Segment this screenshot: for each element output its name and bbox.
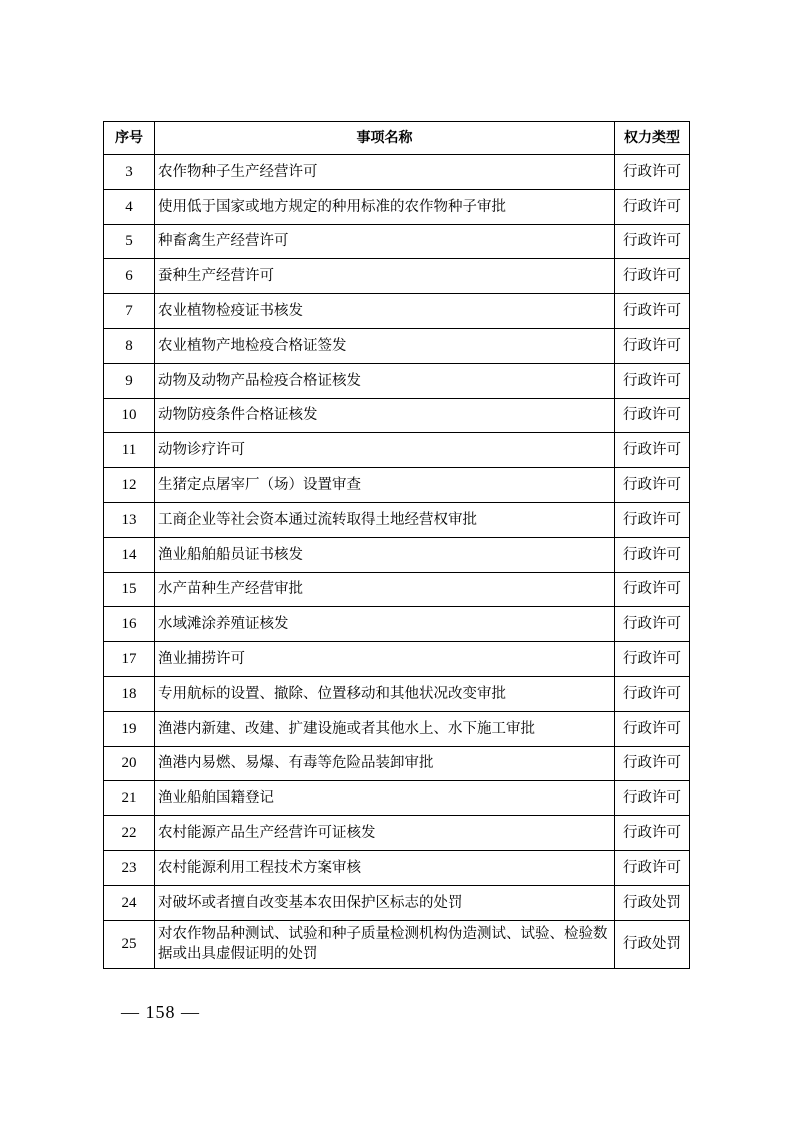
row-power-type: 行政许可 — [615, 398, 690, 433]
table-row — [104, 642, 690, 677]
row-serial-number: 17 — [104, 642, 155, 677]
table-row — [104, 189, 690, 224]
row-item-name: 农村能源利用工程技术方案审核 — [155, 850, 615, 885]
row-item-name: 农业植物产地检疫合格证签发 — [155, 328, 615, 363]
row-power-type: 行政许可 — [615, 259, 690, 294]
row-item-name: 对农作物品种测试、试验和种子质量检测机构伪造测试、试验、检验数据或出具虚假证明的处罚 — [155, 920, 615, 968]
row-serial-number: 16 — [104, 607, 155, 642]
table-row — [104, 746, 690, 781]
row-serial-number: 12 — [104, 468, 155, 503]
row-item-name: 渔港内易燃、易爆、有毒等危险品装卸审批 — [155, 746, 615, 781]
row-item-name: 渔业船舶国籍登记 — [155, 781, 615, 816]
row-serial-number: 9 — [104, 363, 155, 398]
row-power-type: 行政许可 — [615, 502, 690, 537]
row-item-name: 水域滩涂养殖证核发 — [155, 607, 615, 642]
row-power-type: 行政许可 — [615, 155, 690, 190]
row-serial-number: 19 — [104, 711, 155, 746]
table-row — [104, 781, 690, 816]
table-row — [104, 676, 690, 711]
row-serial-number: 11 — [104, 433, 155, 468]
table-body — [104, 155, 690, 969]
row-power-type: 行政许可 — [615, 816, 690, 851]
row-item-name: 蚕种生产经营许可 — [155, 259, 615, 294]
row-item-name: 水产苗种生产经营审批 — [155, 572, 615, 607]
header-item-name: 事项名称 — [155, 122, 615, 155]
table-row — [104, 850, 690, 885]
row-power-type: 行政许可 — [615, 676, 690, 711]
table-row — [104, 816, 690, 851]
row-serial-number: 20 — [104, 746, 155, 781]
row-power-type: 行政许可 — [615, 746, 690, 781]
table-row — [104, 502, 690, 537]
row-power-type: 行政许可 — [615, 294, 690, 329]
row-serial-number: 8 — [104, 328, 155, 363]
row-power-type: 行政许可 — [615, 711, 690, 746]
row-power-type: 行政许可 — [615, 537, 690, 572]
row-item-name: 渔港内新建、改建、扩建设施或者其他水上、水下施工审批 — [155, 711, 615, 746]
header-power-type: 权力类型 — [615, 122, 690, 155]
header-serial-number: 序号 — [104, 122, 155, 155]
table-row — [104, 224, 690, 259]
row-item-name: 农村能源产品生产经营许可证核发 — [155, 816, 615, 851]
row-item-name: 农作物种子生产经营许可 — [155, 155, 615, 190]
table-row — [104, 607, 690, 642]
row-item-name: 生猪定点屠宰厂（场）设置审查 — [155, 468, 615, 503]
page-number: — 158 — — [121, 1002, 200, 1022]
row-item-name: 工商企业等社会资本通过流转取得土地经营权审批 — [155, 502, 615, 537]
row-power-type: 行政许可 — [615, 642, 690, 677]
table-row — [104, 711, 690, 746]
table-header-row — [104, 122, 690, 155]
row-item-name: 种畜禽生产经营许可 — [155, 224, 615, 259]
table-row — [104, 259, 690, 294]
row-serial-number: 14 — [104, 537, 155, 572]
row-power-type: 行政处罚 — [615, 885, 690, 920]
table-row — [104, 885, 690, 920]
row-serial-number: 22 — [104, 816, 155, 851]
table-row — [104, 294, 690, 329]
row-serial-number: 7 — [104, 294, 155, 329]
row-power-type: 行政许可 — [615, 572, 690, 607]
row-power-type: 行政许可 — [615, 781, 690, 816]
row-item-name: 动物防疫条件合格证核发 — [155, 398, 615, 433]
power-list-table — [103, 121, 690, 969]
row-item-name: 渔业船舶船员证书核发 — [155, 537, 615, 572]
row-serial-number: 18 — [104, 676, 155, 711]
table-row — [104, 572, 690, 607]
table-row — [104, 328, 690, 363]
row-power-type: 行政许可 — [615, 850, 690, 885]
row-serial-number: 4 — [104, 189, 155, 224]
row-item-name: 专用航标的设置、撤除、位置移动和其他状况改变审批 — [155, 676, 615, 711]
row-serial-number: 23 — [104, 850, 155, 885]
table-row — [104, 468, 690, 503]
row-serial-number: 15 — [104, 572, 155, 607]
row-power-type: 行政许可 — [615, 433, 690, 468]
row-serial-number: 25 — [104, 920, 155, 968]
row-power-type: 行政许可 — [615, 607, 690, 642]
row-power-type: 行政许可 — [615, 468, 690, 503]
row-power-type: 行政许可 — [615, 224, 690, 259]
row-item-name: 渔业捕捞许可 — [155, 642, 615, 677]
table-row — [104, 363, 690, 398]
row-item-name: 对破坏或者擅自改变基本农田保护区标志的处罚 — [155, 885, 615, 920]
table-row — [104, 433, 690, 468]
row-serial-number: 21 — [104, 781, 155, 816]
table-row — [104, 155, 690, 190]
table-row — [104, 398, 690, 433]
row-item-name: 使用低于国家或地方规定的种用标准的农作物种子审批 — [155, 189, 615, 224]
row-item-name: 动物及动物产品检疫合格证核发 — [155, 363, 615, 398]
table-row — [104, 537, 690, 572]
row-power-type: 行政许可 — [615, 328, 690, 363]
row-serial-number: 13 — [104, 502, 155, 537]
row-serial-number: 10 — [104, 398, 155, 433]
row-serial-number: 5 — [104, 224, 155, 259]
row-power-type: 行政处罚 — [615, 920, 690, 968]
row-item-name: 农业植物检疫证书核发 — [155, 294, 615, 329]
row-power-type: 行政许可 — [615, 189, 690, 224]
row-serial-number: 3 — [104, 155, 155, 190]
row-item-name: 动物诊疗许可 — [155, 433, 615, 468]
row-power-type: 行政许可 — [615, 363, 690, 398]
table-row — [104, 920, 690, 968]
row-serial-number: 6 — [104, 259, 155, 294]
row-serial-number: 24 — [104, 885, 155, 920]
